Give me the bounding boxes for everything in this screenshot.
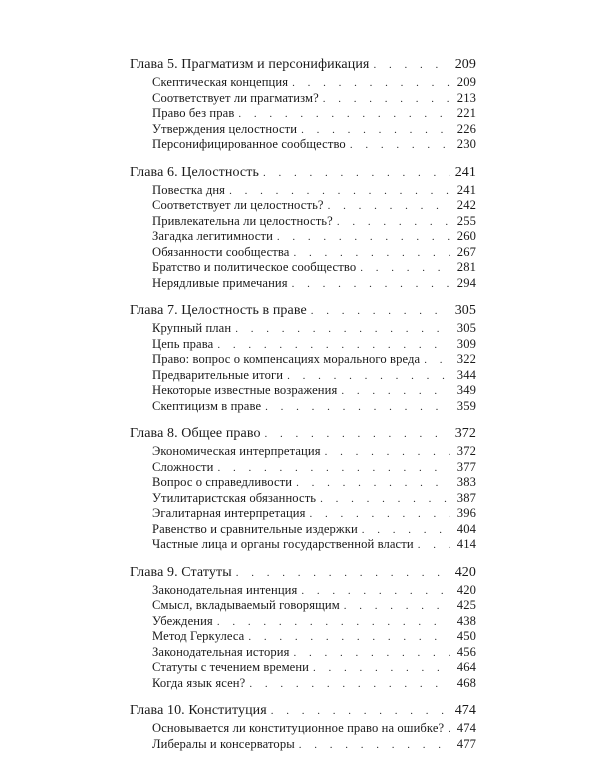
section-entry bbox=[130, 460, 476, 476]
section-entry bbox=[130, 506, 476, 522]
section-entry-title: Экономическая интерпретация bbox=[152, 444, 321, 458]
dot-leader bbox=[320, 492, 450, 507]
section-entry-title: Загадка легитимности bbox=[152, 229, 273, 243]
section-entry-title: Нерядливые примечания bbox=[152, 275, 288, 290]
page-number: 372 bbox=[454, 426, 476, 441]
page-number: 221 bbox=[456, 106, 476, 120]
page-number: 377 bbox=[456, 459, 476, 474]
page-number: 255 bbox=[456, 213, 476, 228]
section-entry-title: Скептическая концепция bbox=[152, 75, 289, 89]
chapter-block bbox=[130, 56, 476, 153]
section-entry-title: Вопрос о справедливости bbox=[152, 475, 293, 489]
dot-leader bbox=[248, 630, 450, 645]
section-entry bbox=[130, 383, 476, 399]
dot-leader bbox=[328, 199, 450, 214]
page-number: 305 bbox=[456, 321, 476, 335]
page-number: 474 bbox=[454, 703, 476, 718]
page-number: 349 bbox=[456, 383, 476, 397]
section-entry bbox=[130, 321, 476, 337]
dot-leader bbox=[265, 426, 450, 443]
section-entry-title: Предварительные итоги bbox=[152, 367, 284, 382]
dot-leader bbox=[448, 722, 450, 737]
section-entry bbox=[130, 614, 476, 630]
chapter-heading bbox=[130, 164, 476, 182]
table-of-contents bbox=[130, 56, 476, 763]
dot-leader bbox=[217, 461, 450, 476]
section-entry-title: Убеждения bbox=[152, 613, 213, 628]
dot-leader bbox=[217, 338, 450, 353]
section-entry bbox=[130, 229, 476, 245]
page-number: 242 bbox=[456, 198, 476, 212]
chapter-heading bbox=[130, 702, 476, 720]
section-entry-title: Братство и политическое сообщество bbox=[152, 260, 357, 274]
dot-leader bbox=[341, 384, 450, 399]
section-entry bbox=[130, 245, 476, 261]
page-number: 230 bbox=[456, 137, 476, 151]
dot-leader bbox=[360, 261, 450, 276]
page-number: 396 bbox=[456, 506, 476, 520]
page-number: 450 bbox=[456, 629, 476, 643]
dot-leader bbox=[287, 369, 450, 384]
page-number: 456 bbox=[456, 644, 476, 659]
page-number: 281 bbox=[456, 260, 476, 274]
section-entry-title: Право без прав bbox=[152, 106, 235, 120]
dot-leader bbox=[292, 76, 450, 91]
section-entry bbox=[130, 337, 476, 353]
dot-leader bbox=[325, 445, 450, 460]
section-entry-title: Эгалитарная интерпретация bbox=[152, 506, 306, 520]
section-entry bbox=[130, 583, 476, 599]
section-entry bbox=[130, 122, 476, 138]
section-entry-title: Обязанности сообщества bbox=[152, 244, 290, 259]
page-number: 305 bbox=[454, 303, 476, 318]
dot-leader bbox=[294, 646, 450, 661]
section-entry bbox=[130, 198, 476, 214]
section-entry-title: Соответствует ли прагматизм? bbox=[152, 90, 319, 105]
section-entry-title: Сложности bbox=[152, 459, 214, 474]
dot-leader bbox=[235, 322, 450, 337]
section-entry bbox=[130, 260, 476, 276]
dot-leader bbox=[337, 215, 450, 230]
section-entry bbox=[130, 537, 476, 553]
page-number: 464 bbox=[456, 660, 476, 674]
chapter-heading bbox=[130, 564, 476, 582]
dot-leader bbox=[229, 184, 450, 199]
chapter-block bbox=[130, 425, 476, 553]
page-number: 267 bbox=[456, 244, 476, 259]
dot-leader bbox=[301, 584, 450, 599]
section-entry-title: Законодательная интенция bbox=[152, 582, 298, 597]
page-number: 213 bbox=[456, 90, 476, 105]
chapter-block bbox=[130, 702, 476, 752]
section-entry-title: Утверждения целостности bbox=[152, 121, 298, 136]
section-entry-title: Скептицизм в праве bbox=[152, 398, 262, 413]
dot-leader bbox=[301, 123, 450, 138]
page-number: 226 bbox=[456, 121, 476, 136]
chapter-heading-title: Глава 7. Целостность в праве bbox=[130, 303, 307, 318]
dot-leader bbox=[424, 353, 450, 368]
section-entry bbox=[130, 106, 476, 122]
section-entry-title: Утилитаристская обязанность bbox=[152, 490, 317, 505]
section-entry bbox=[130, 645, 476, 661]
section-entry bbox=[130, 214, 476, 230]
dot-leader bbox=[236, 565, 450, 582]
page-number: 477 bbox=[456, 736, 476, 751]
section-entry-title: Соответствует ли целостность? bbox=[152, 198, 324, 212]
dot-leader bbox=[249, 677, 450, 692]
section-entry bbox=[130, 721, 476, 737]
section-entry bbox=[130, 444, 476, 460]
dot-leader bbox=[344, 599, 450, 614]
section-entry bbox=[130, 75, 476, 91]
dot-leader bbox=[292, 277, 450, 292]
chapter-heading-title: Глава 5. Прагматизм и персонификация bbox=[130, 57, 370, 72]
page-number: 209 bbox=[456, 75, 476, 89]
page-number: 425 bbox=[456, 598, 476, 612]
page-number: 474 bbox=[456, 721, 476, 735]
section-entry-title: Равенство и сравнительные издержки bbox=[152, 521, 358, 536]
page-number: 404 bbox=[456, 521, 476, 536]
section-entry bbox=[130, 598, 476, 614]
page-number: 294 bbox=[456, 275, 476, 290]
dot-leader bbox=[362, 523, 450, 538]
section-entry bbox=[130, 676, 476, 692]
section-entry bbox=[130, 276, 476, 292]
section-entry-title: Некоторые известные возражения bbox=[152, 383, 338, 397]
chapter-block bbox=[130, 164, 476, 292]
section-entry bbox=[130, 183, 476, 199]
page-number: 241 bbox=[454, 164, 476, 180]
section-entry-title: Основывается ли конституционное право на ошибке? bbox=[152, 721, 445, 735]
chapter-heading-title: Глава 9. Статуты bbox=[130, 564, 232, 580]
section-entry bbox=[130, 91, 476, 107]
page-margin bbox=[0, 0, 95, 750]
dot-leader bbox=[323, 92, 450, 107]
dot-leader bbox=[265, 400, 450, 415]
section-entry-title: Повестка дня bbox=[152, 182, 226, 197]
section-entry bbox=[130, 137, 476, 153]
dot-leader bbox=[310, 507, 450, 522]
dot-leader bbox=[313, 661, 450, 676]
section-entry bbox=[130, 368, 476, 384]
page-number: 468 bbox=[456, 675, 476, 690]
dot-leader bbox=[311, 303, 450, 320]
section-entry bbox=[130, 475, 476, 491]
section-entry bbox=[130, 491, 476, 507]
section-entry-title: Статуты с течением времени bbox=[152, 660, 310, 674]
chapter-heading-title: Глава 8. Общее право bbox=[130, 426, 261, 441]
page-number: 241 bbox=[456, 182, 476, 197]
dot-leader bbox=[238, 107, 450, 122]
section-entry-title: Персонифицированное сообщество bbox=[152, 137, 346, 151]
section-entry bbox=[130, 399, 476, 415]
section-entry-title: Частные лица и органы государственной власти bbox=[152, 537, 414, 551]
section-entry-title: Когда язык ясен? bbox=[152, 675, 246, 690]
dot-leader bbox=[373, 57, 450, 74]
page-number: 359 bbox=[456, 398, 476, 413]
section-entry bbox=[130, 352, 476, 368]
chapter-block bbox=[130, 302, 476, 414]
section-entry-title: Смысл, вкладываемый говорящим bbox=[152, 598, 340, 612]
page-number: 387 bbox=[456, 490, 476, 505]
page-number: 414 bbox=[456, 537, 476, 551]
section-entry bbox=[130, 660, 476, 676]
page-number: 209 bbox=[454, 57, 476, 72]
section-entry-title: Привлекательна ли целостность? bbox=[152, 213, 333, 228]
chapter-heading bbox=[130, 425, 476, 443]
page-number: 383 bbox=[456, 475, 476, 489]
section-entry-title: Крупный план bbox=[152, 321, 232, 335]
chapter-heading bbox=[130, 56, 476, 74]
page-number: 372 bbox=[456, 444, 476, 458]
chapter-heading bbox=[130, 302, 476, 320]
dot-leader bbox=[271, 703, 450, 720]
dot-leader bbox=[418, 538, 450, 553]
dot-leader bbox=[217, 615, 450, 630]
page-number: 260 bbox=[456, 229, 476, 243]
dot-leader bbox=[263, 165, 450, 182]
chapter-block bbox=[130, 564, 476, 692]
chapter-heading-title: Глава 10. Конституция bbox=[130, 703, 267, 718]
section-entry-title: Право: вопрос о компенсациях морального вреда bbox=[152, 352, 421, 366]
page-number: 438 bbox=[456, 613, 476, 628]
page-number: 309 bbox=[456, 336, 476, 351]
dot-leader bbox=[277, 230, 450, 245]
page-number: 420 bbox=[454, 564, 476, 580]
section-entry-title: Метод Геркулеса bbox=[152, 629, 245, 643]
dot-leader bbox=[350, 138, 450, 153]
section-entry bbox=[130, 522, 476, 538]
section-entry-title: Законодательная история bbox=[152, 644, 290, 659]
page-number: 322 bbox=[456, 352, 476, 366]
dot-leader bbox=[296, 476, 450, 491]
page-number: 344 bbox=[456, 367, 476, 382]
chapter-heading-title: Глава 6. Целостность bbox=[130, 164, 259, 180]
page-number: 420 bbox=[456, 582, 476, 597]
section-entry bbox=[130, 629, 476, 645]
section-entry-title: Либералы и консерваторы bbox=[152, 736, 295, 751]
section-entry-title: Цепь права bbox=[152, 336, 214, 351]
dot-leader bbox=[293, 246, 450, 261]
